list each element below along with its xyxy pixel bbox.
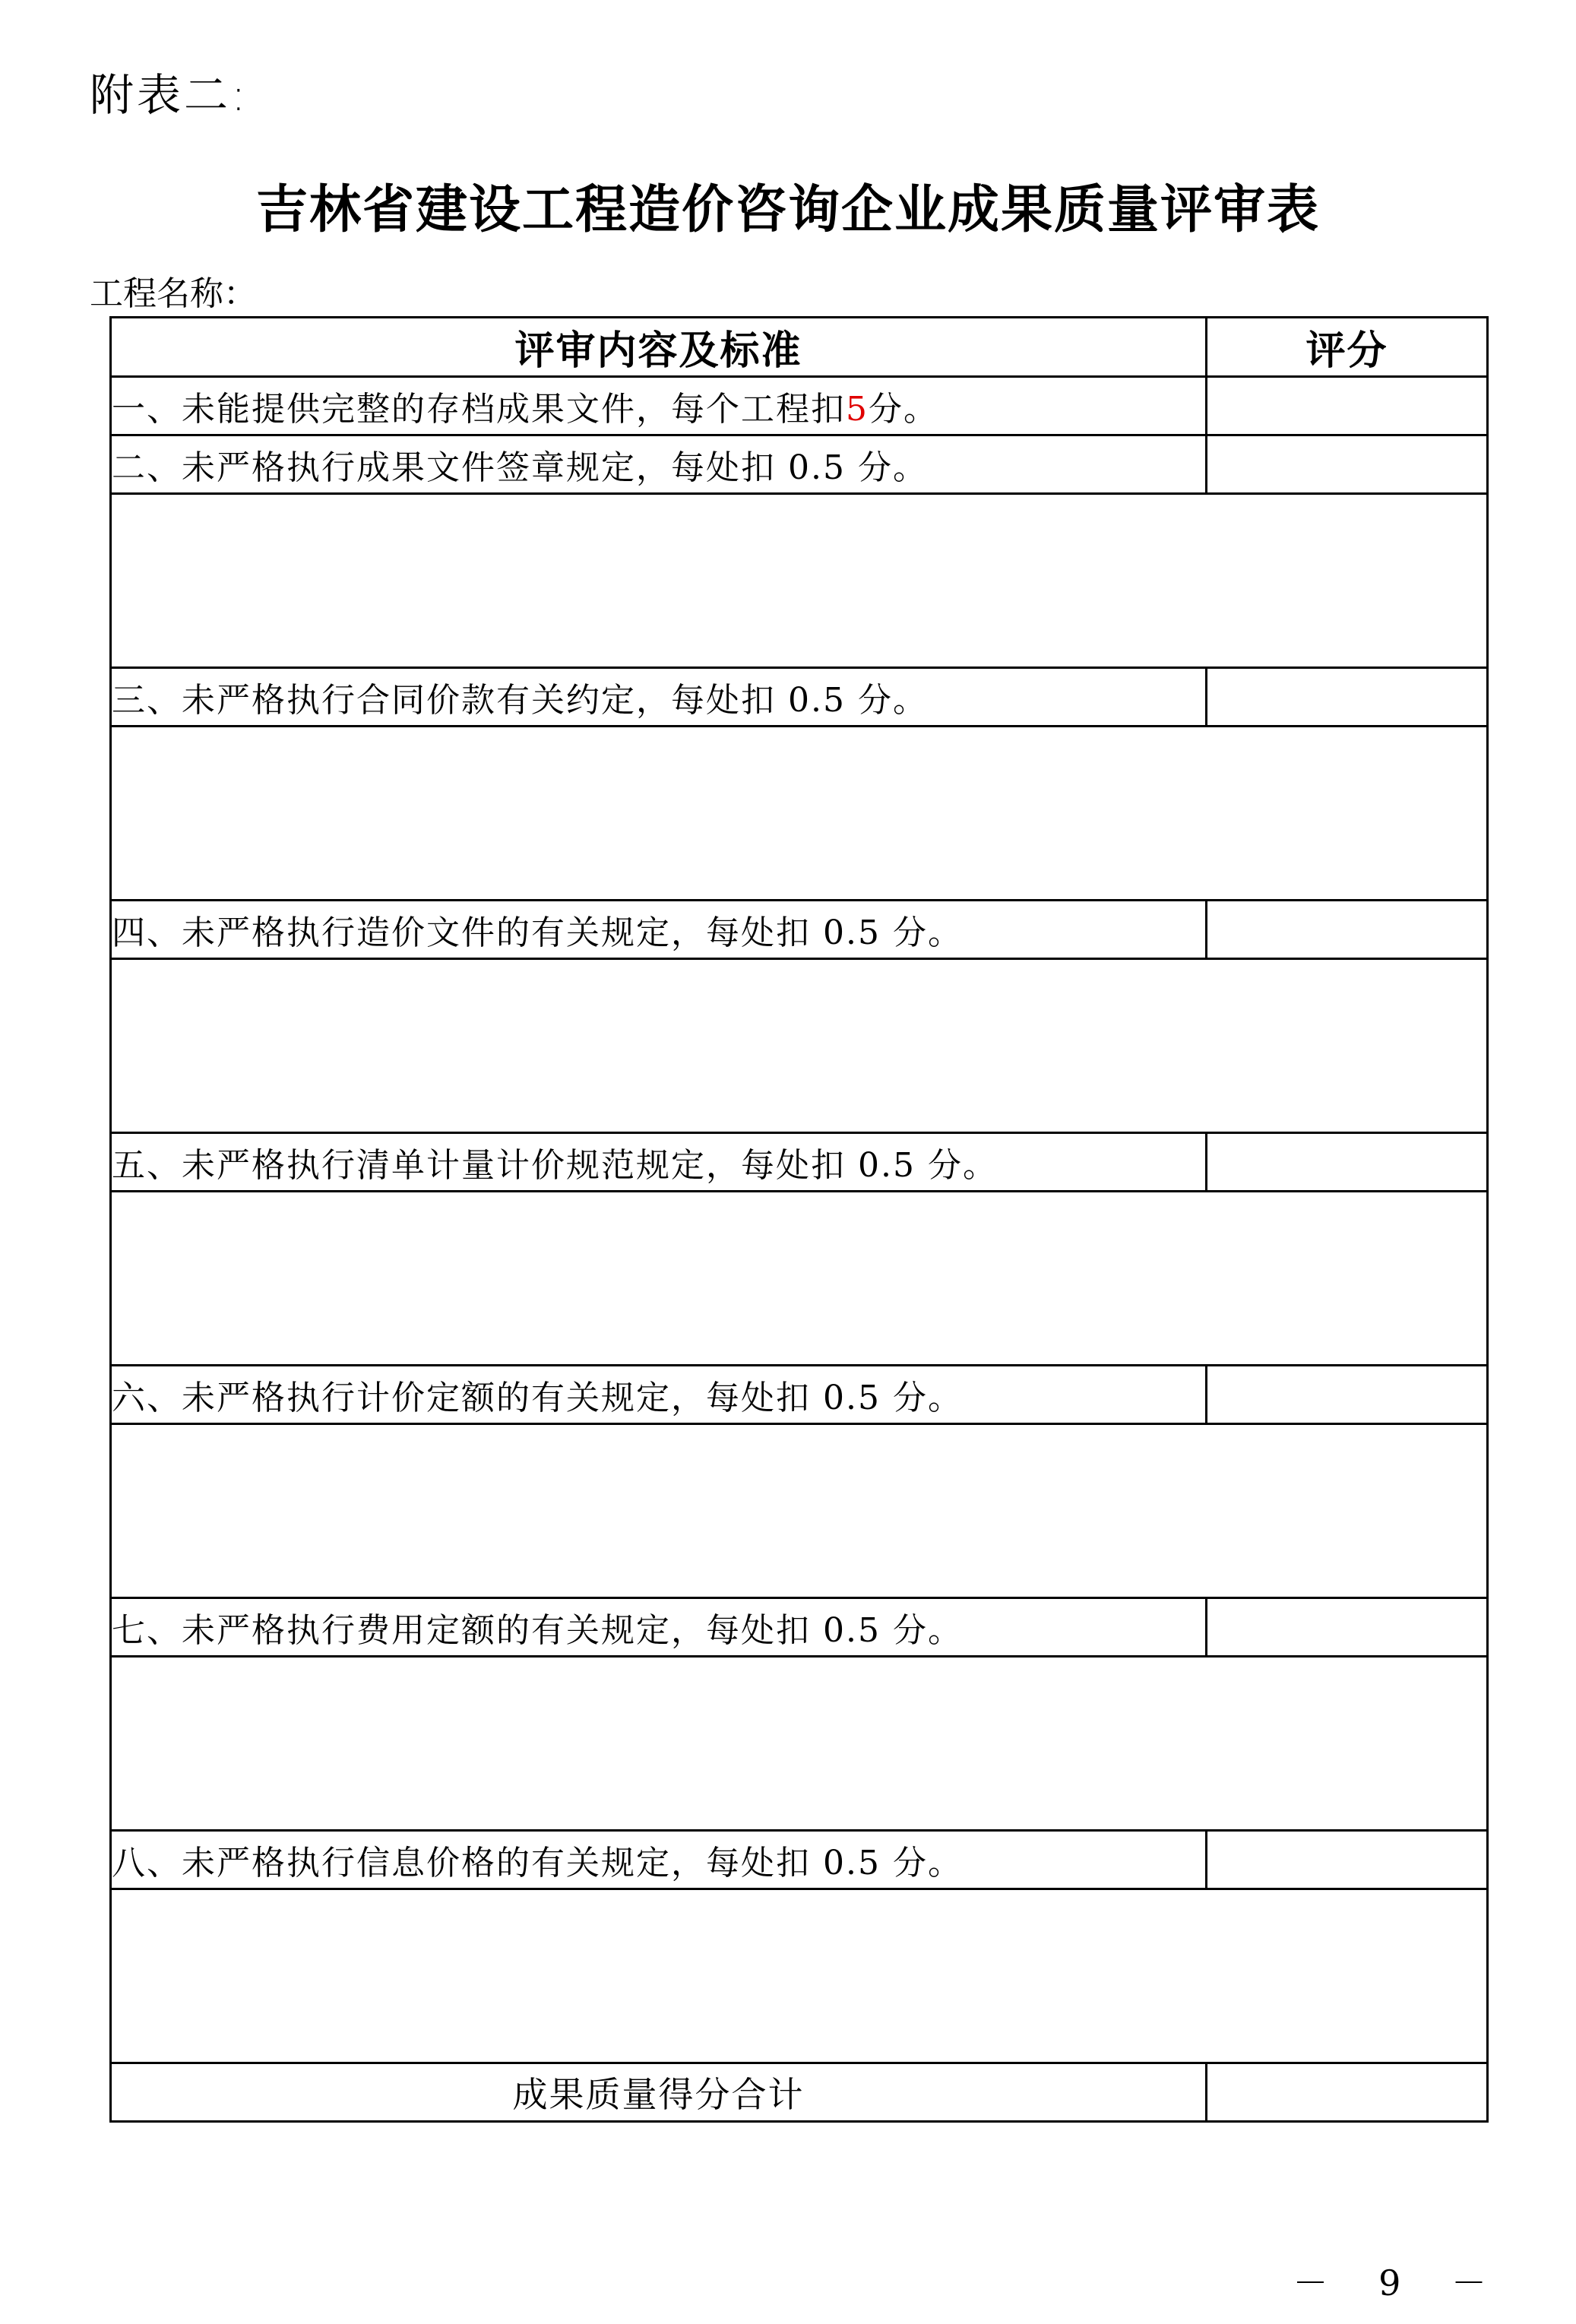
table-row xyxy=(111,901,1488,959)
notes-cell-3[interactable] xyxy=(111,727,1488,901)
notes-cell-5[interactable] xyxy=(111,1192,1488,1366)
table-row xyxy=(111,1598,1488,1657)
score-cell-5[interactable] xyxy=(1207,1133,1488,1192)
score-cell-8[interactable] xyxy=(1207,1831,1488,1889)
item-1-prefix: 一、未能提供完整的存档成果文件，每个工程扣 xyxy=(112,390,846,429)
header-score: 评分 xyxy=(1207,318,1488,377)
table-row xyxy=(111,435,1488,494)
table-row xyxy=(111,1889,1488,2063)
table-row xyxy=(111,1366,1488,1424)
score-cell-1[interactable] xyxy=(1207,377,1488,435)
page-title: 吉林省建设工程造价咨询企业成果质量评审表 xyxy=(255,179,1320,240)
item-6-text: 六、未严格执行计价定额的有关规定，每处扣 0.5 分。 xyxy=(111,1366,1207,1424)
table-row xyxy=(111,1831,1488,1889)
page-number: － 9 － xyxy=(1293,2262,1506,2303)
notes-cell-6[interactable] xyxy=(111,1424,1488,1598)
table-row xyxy=(111,959,1488,1133)
project-name-label: 工程名称： xyxy=(90,274,257,313)
table-row xyxy=(111,1657,1488,1831)
header-content: 评审内容及标准 xyxy=(111,318,1207,377)
score-cell-7[interactable] xyxy=(1207,1598,1488,1657)
review-table xyxy=(109,316,1489,2123)
table-row xyxy=(111,727,1488,901)
notes-cell-4[interactable] xyxy=(111,959,1488,1133)
score-cell-3[interactable] xyxy=(1207,668,1488,727)
item-1-suffix: 分。 xyxy=(869,390,938,429)
table-row xyxy=(111,1133,1488,1192)
notes-cell-8[interactable] xyxy=(111,1889,1488,2063)
notes-cell-2[interactable] xyxy=(111,494,1488,668)
item-7-text: 七、未严格执行费用定额的有关规定，每处扣 0.5 分。 xyxy=(111,1598,1207,1657)
total-label: 成果质量得分合计 xyxy=(111,2063,1207,2122)
item-1-highlight: 5 xyxy=(846,390,869,429)
item-1-text xyxy=(111,377,1207,435)
total-score-cell[interactable] xyxy=(1207,2063,1488,2122)
score-cell-6[interactable] xyxy=(1207,1366,1488,1424)
score-cell-2[interactable] xyxy=(1207,435,1488,494)
item-5-text: 五、未严格执行清单计量计价规范规定，每处扣 0.5 分。 xyxy=(111,1133,1207,1192)
table-row xyxy=(111,668,1488,727)
table-header-row xyxy=(111,318,1488,377)
table-row xyxy=(111,377,1488,435)
table-row xyxy=(111,1424,1488,1598)
item-8-text: 八、未严格执行信息价格的有关规定，每处扣 0.5 分。 xyxy=(111,1831,1207,1889)
table-row xyxy=(111,494,1488,668)
score-cell-4[interactable] xyxy=(1207,901,1488,959)
item-4-text: 四、未严格执行造价文件的有关规定，每处扣 0.5 分。 xyxy=(111,901,1207,959)
notes-cell-7[interactable] xyxy=(111,1657,1488,1831)
total-row xyxy=(111,2063,1488,2122)
appendix-label: 附表二: xyxy=(90,69,249,121)
item-2-text: 二、未严格执行成果文件签章规定，每处扣 0.5 分。 xyxy=(111,435,1207,494)
table-row xyxy=(111,1192,1488,1366)
item-3-text: 三、未严格执行合同价款有关约定，每处扣 0.5 分。 xyxy=(111,668,1207,727)
